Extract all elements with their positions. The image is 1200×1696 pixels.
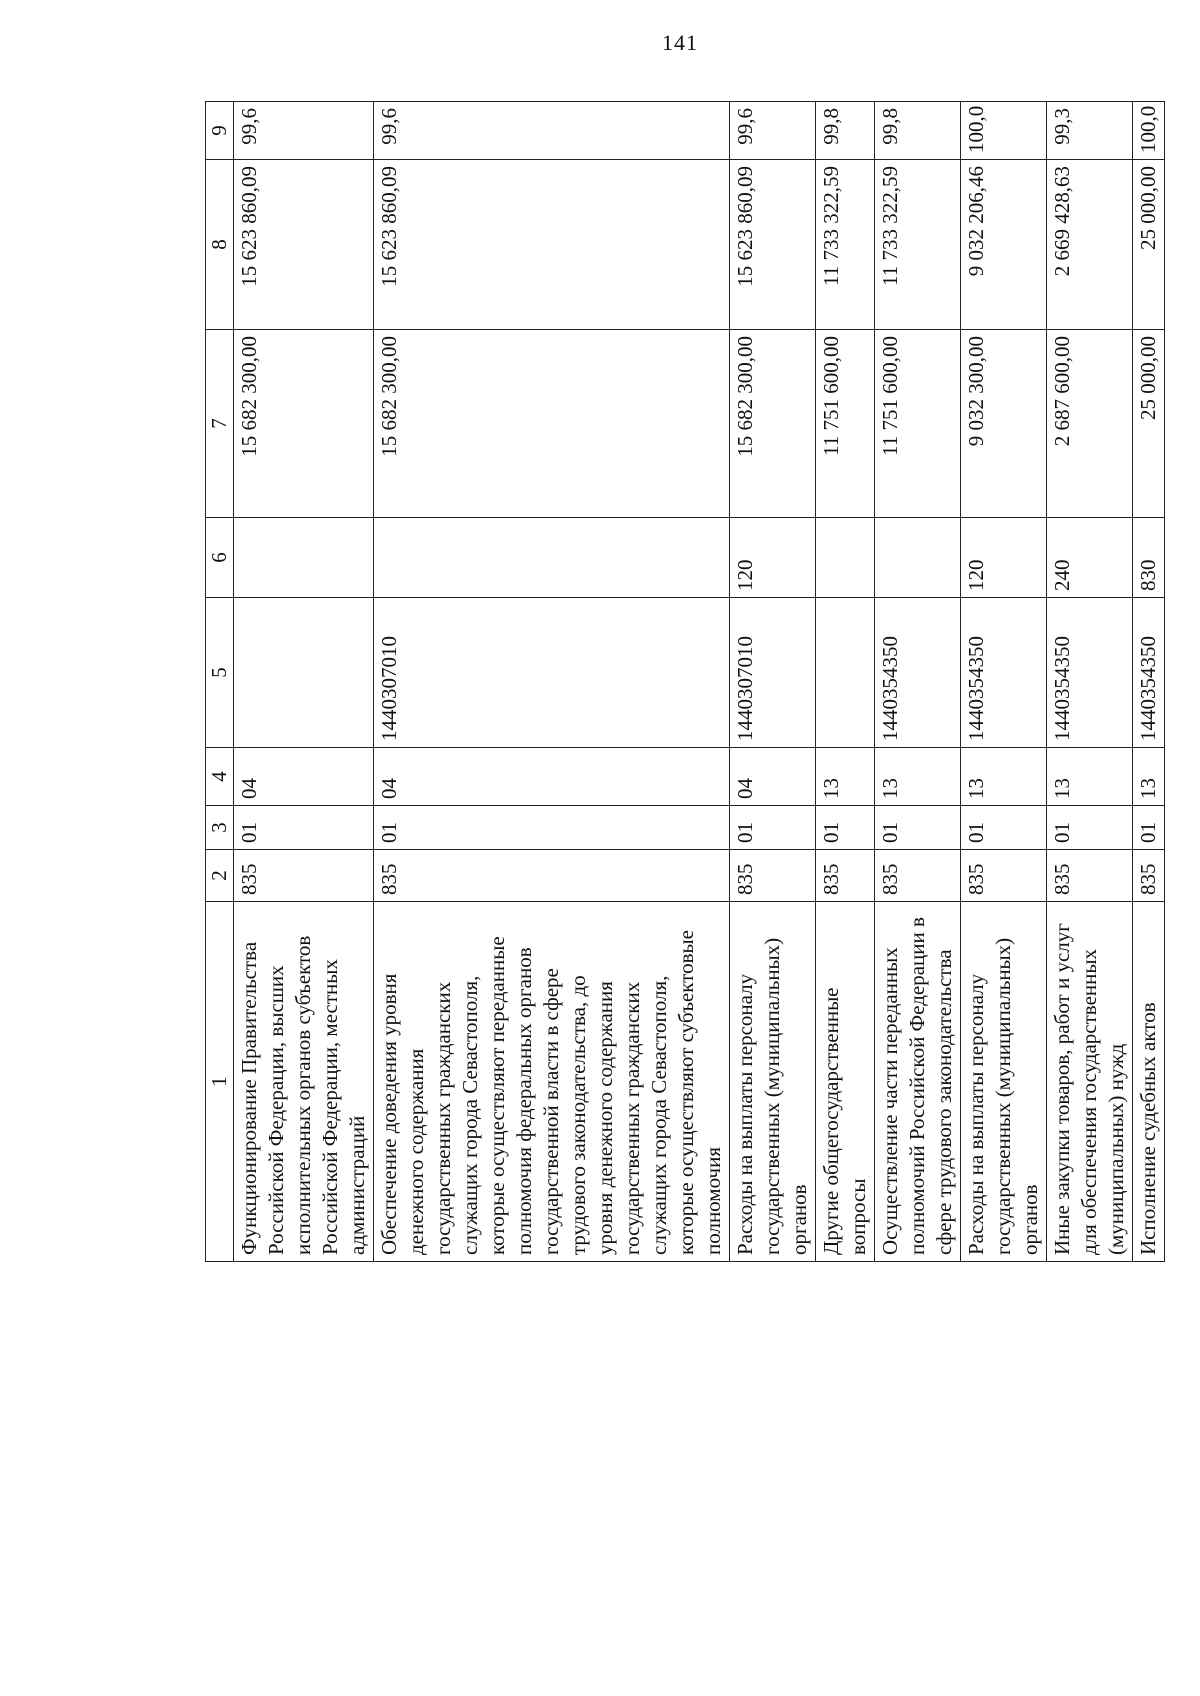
- row-description: Осуществление части переданных полномочий Российской Федерации в сфере трудового законодательства: [875, 902, 961, 1262]
- cell-expense-type: [875, 518, 961, 598]
- cell-subsection: 13: [1047, 748, 1133, 806]
- cell-grbs: 835: [816, 850, 875, 902]
- cell-actual: 25 000,00: [1133, 160, 1165, 330]
- cell-plan: 15 682 300,00: [234, 330, 374, 518]
- cell-actual: 15 623 860,09: [234, 160, 374, 330]
- cell-subsection: 04: [374, 748, 730, 806]
- header-cell: 8: [206, 160, 234, 330]
- cell-expense-type: [374, 518, 730, 598]
- cell-target-article: 1440354350: [961, 598, 1047, 748]
- cell-target-article: 1440354350: [1133, 598, 1165, 748]
- cell-percent: 99,8: [875, 102, 961, 160]
- table-row: [875, 102, 961, 1262]
- table-row: [961, 102, 1047, 1262]
- cell-grbs: 835: [234, 850, 374, 902]
- cell-grbs: 835: [1133, 850, 1165, 902]
- cell-actual: 11 733 322,59: [816, 160, 875, 330]
- page-number: 141: [662, 30, 698, 55]
- table-row: [374, 102, 730, 1262]
- cell-target-article: 1440307010: [730, 598, 816, 748]
- cell-actual: 15 623 860,09: [374, 160, 730, 330]
- cell-plan: 2 687 600,00: [1047, 330, 1133, 518]
- table-row: [234, 102, 374, 1262]
- header-cell: 3: [206, 806, 234, 850]
- cell-percent: 99,6: [234, 102, 374, 160]
- cell-subsection: 04: [730, 748, 816, 806]
- cell-percent: 100,0: [961, 102, 1047, 160]
- cell-expense-type: [234, 518, 374, 598]
- cell-plan: 25 000,00: [1133, 330, 1165, 518]
- cell-section: 01: [730, 806, 816, 850]
- row-description: Другие общегосударственные вопросы: [816, 902, 875, 1262]
- cell-plan: 15 682 300,00: [374, 330, 730, 518]
- cell-target-article: [234, 598, 374, 748]
- header-cell: 4: [206, 748, 234, 806]
- cell-section: 01: [374, 806, 730, 850]
- cell-section: 01: [961, 806, 1047, 850]
- cell-percent: 100,0: [1133, 102, 1165, 160]
- table-row: [816, 102, 875, 1262]
- cell-plan: 11 751 600,00: [816, 330, 875, 518]
- cell-subsection: 13: [816, 748, 875, 806]
- cell-target-article: 1440354350: [1047, 598, 1133, 748]
- cell-expense-type: [816, 518, 875, 598]
- cell-actual: 9 032 206,46: [961, 160, 1047, 330]
- rotated-table-container: [205, 102, 1160, 1262]
- cell-percent: 99,6: [374, 102, 730, 160]
- budget-table: [205, 101, 1165, 1262]
- cell-actual: 15 623 860,09: [730, 160, 816, 330]
- cell-percent: 99,3: [1047, 102, 1133, 160]
- header-cell: 2: [206, 850, 234, 902]
- header-row: [206, 102, 234, 1262]
- row-description: Иные закупки товаров, работ и услуг для обеспечения государственных (муниципальных) нужд: [1047, 902, 1133, 1262]
- cell-section: 01: [1047, 806, 1133, 850]
- row-description: Функционирование Правительства Российской Федерации, высших исполнительных органов субъектов Российской Федерации, местных администраций: [234, 902, 374, 1262]
- row-description: Исполнение судебных актов: [1133, 902, 1165, 1262]
- cell-target-article: [816, 598, 875, 748]
- cell-grbs: 835: [875, 850, 961, 902]
- table-row: [1133, 102, 1165, 1262]
- cell-percent: 99,6: [730, 102, 816, 160]
- row-description: Расходы на выплаты персоналу государственных (муниципальных) органов: [961, 902, 1047, 1262]
- cell-plan: 9 032 300,00: [961, 330, 1047, 518]
- cell-grbs: 835: [961, 850, 1047, 902]
- cell-section: 01: [1133, 806, 1165, 850]
- cell-target-article: 1440307010: [374, 598, 730, 748]
- cell-expense-type: 240: [1047, 518, 1133, 598]
- cell-subsection: 04: [234, 748, 374, 806]
- cell-expense-type: 120: [730, 518, 816, 598]
- cell-section: 01: [875, 806, 961, 850]
- cell-actual: 2 669 428,63: [1047, 160, 1133, 330]
- cell-grbs: 835: [1047, 850, 1133, 902]
- header-cell: 1: [206, 902, 234, 1262]
- table-row: [1047, 102, 1133, 1262]
- cell-section: 01: [234, 806, 374, 850]
- cell-subsection: 13: [1133, 748, 1165, 806]
- header-cell: 6: [206, 518, 234, 598]
- header-cell: 7: [206, 330, 234, 518]
- row-description: Обеспечение доведения уровня денежного содержания государственных гражданских служащих города Севастополя, которые осуществляют переданные полномочия федеральных органов государственной власти в сфере трудового законодательства, до уровня денежного содержания государственных гражданских служащих города Севастополя, которые осуществляют субъектовые полномочия: [374, 902, 730, 1262]
- cell-plan: 11 751 600,00: [875, 330, 961, 518]
- row-description: Расходы на выплаты персоналу государственных (муниципальных) органов: [730, 902, 816, 1262]
- table-row: [730, 102, 816, 1262]
- cell-section: 01: [816, 806, 875, 850]
- cell-expense-type: 830: [1133, 518, 1165, 598]
- cell-expense-type: 120: [961, 518, 1047, 598]
- cell-grbs: 835: [374, 850, 730, 902]
- cell-target-article: 1440354350: [875, 598, 961, 748]
- cell-plan: 15 682 300,00: [730, 330, 816, 518]
- cell-grbs: 835: [730, 850, 816, 902]
- header-cell: 5: [206, 598, 234, 748]
- cell-percent: 99,8: [816, 102, 875, 160]
- cell-actual: 11 733 322,59: [875, 160, 961, 330]
- cell-subsection: 13: [961, 748, 1047, 806]
- header-cell: 9: [206, 102, 234, 160]
- cell-subsection: 13: [875, 748, 961, 806]
